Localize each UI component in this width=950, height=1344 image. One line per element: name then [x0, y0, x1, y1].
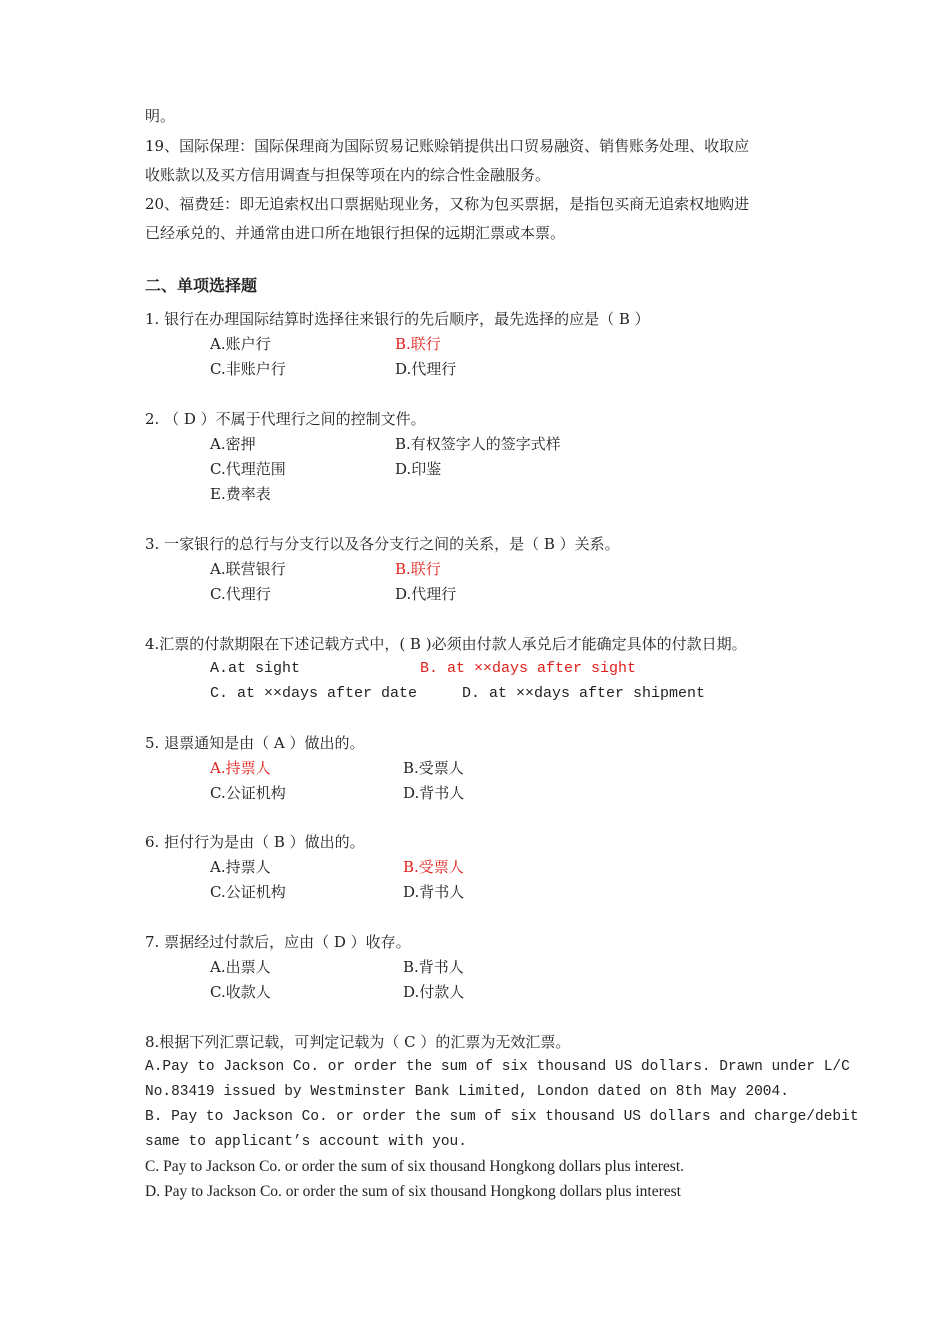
- question-1-option-c: C.非账户行: [210, 360, 286, 378]
- question-8-option-b-line-1: B. Pay to Jackson Co. or order the sum of six thousand US dollars and charge/debit: [145, 1109, 859, 1125]
- question-7-stem: 7. 票据经过付款后，应由（ D ）收存。: [145, 933, 411, 951]
- question-5-option-d: D.背书人: [403, 784, 465, 802]
- question-4-option-c: C. at ××days after date: [210, 685, 418, 702]
- intro-line-3: 收账款以及买方信用调查与担保等项在内的综合性金融服务。: [145, 166, 551, 184]
- question-6-option-c: C.公证机构: [210, 883, 286, 901]
- question-1-option-b: B.联行: [395, 335, 441, 353]
- question-8-option-a-line-2: No.83419 issued by Westminster Bank Limited, London dated on 8th May 2004.: [145, 1084, 789, 1100]
- question-6-option-a: A.持票人: [210, 858, 271, 876]
- question-8-option-d: D. Pay to Jackson Co. or order the sum of six thousand Hongkong dollars plus interest: [145, 1183, 681, 1200]
- question-6-option-b: B.受票人: [403, 858, 464, 876]
- question-6-stem: 6. 拒付行为是由（ B ）做出的。: [145, 833, 365, 851]
- question-6-option-d: D.背书人: [403, 883, 465, 901]
- intro-line-1: 明。: [145, 107, 176, 125]
- question-3-stem: 3. 一家银行的总行与分支行以及各分支行之间的关系，是（ B ）关系。: [145, 535, 620, 553]
- question-5-option-b: B.受票人: [403, 759, 464, 777]
- question-1-option-d: D.代理行: [395, 360, 457, 378]
- question-7-option-c: C.收款人: [210, 983, 271, 1001]
- question-8-stem: 8.根据下列汇票记载，可判定记载为（ C ）的汇票为无效汇票。: [145, 1033, 571, 1051]
- question-1-option-a: A.账户行: [210, 335, 271, 353]
- question-4-option-b: B. at ××days after sight: [420, 660, 637, 677]
- question-3-option-c: C.代理行: [210, 585, 271, 603]
- question-3-option-b: B.联行: [395, 560, 441, 578]
- question-2-option-d: D.印鉴: [395, 460, 442, 478]
- question-7-option-d: D.付款人: [403, 983, 465, 1001]
- question-3-option-d: D.代理行: [395, 585, 457, 603]
- intro-line-4: 20、福费廷：即无追索权出口票据贴现业务，又称为包买票据，是指包买商无追索权地购进: [145, 195, 750, 213]
- question-8-option-c: C. Pay to Jackson Co. or order the sum of six thousand Hongkong dollars plus interest.: [145, 1158, 685, 1175]
- question-7-option-a: A.出票人: [210, 958, 271, 976]
- question-1-stem: 1. 银行在办理国际结算时选择往来银行的先后顺序，最先选择的应是（ B ）: [145, 310, 650, 328]
- question-5-option-c: C.公证机构: [210, 784, 286, 802]
- question-3-option-a: A.联营银行: [210, 560, 286, 578]
- question-8-option-a-line-1: A.Pay to Jackson Co. or order the sum of six thousand US dollars. Drawn under L/C: [145, 1059, 850, 1075]
- question-5-stem: 5. 退票通知是由（ A ）做出的。: [145, 734, 365, 752]
- question-2-stem: 2. （ D ）不属于代理行之间的控制文件。: [145, 410, 426, 428]
- question-4-stem: 4.汇票的付款期限在下述记载方式中，( B )必须由付款人承兑后才能确定具体的付款日期。: [145, 635, 747, 653]
- question-5-option-a: A.持票人: [210, 759, 271, 777]
- question-7-option-b: B.背书人: [403, 958, 464, 976]
- intro-line-2: 19、国际保理：国际保理商为国际贸易记账赊销提供出口贸易融资、销售账务处理、收取应: [145, 137, 750, 155]
- question-2-option-a: A.密押: [210, 435, 256, 453]
- question-2-option-c: C.代理范围: [210, 460, 286, 478]
- question-2-option-b: B.有权签字人的签字式样: [395, 435, 561, 453]
- question-2-option-e: E.费率表: [210, 485, 271, 503]
- question-8-option-b-line-2: same to applicant’s account with you.: [145, 1134, 467, 1150]
- question-4-option-a: A.at sight: [210, 660, 301, 677]
- question-4-option-d: D. at ××days after shipment: [462, 685, 706, 702]
- intro-line-5: 已经承兑的、并通常由进口所在地银行担保的远期汇票或本票。: [145, 224, 566, 242]
- section-title: 二、单项选择题: [145, 276, 258, 295]
